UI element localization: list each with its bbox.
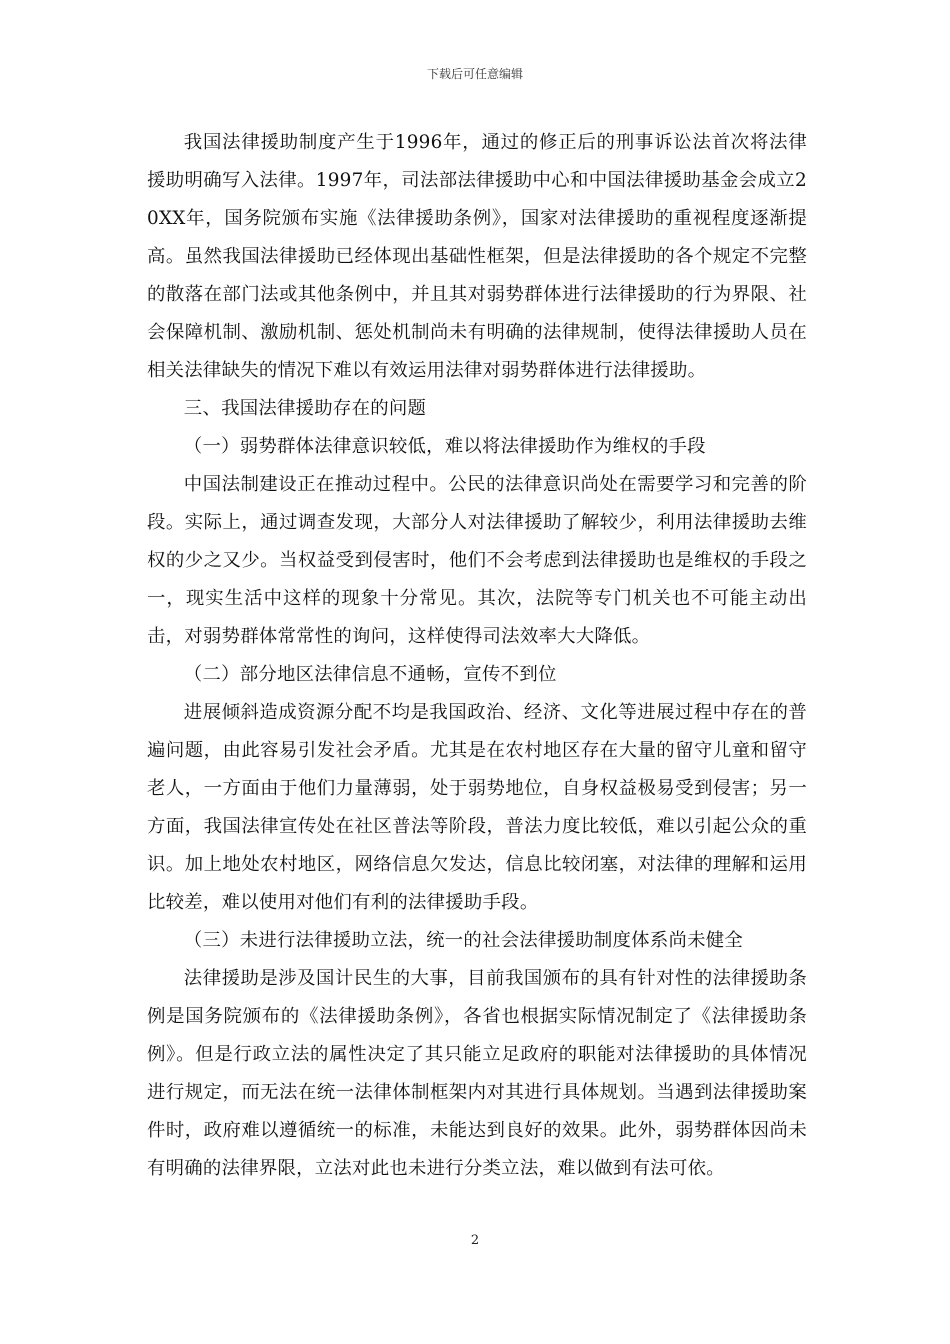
subheading-legislation: （三）未进行法律援助立法，统一的社会法律援助制度体系尚未健全 <box>183 930 744 951</box>
page-number: 2 <box>470 1233 480 1248</box>
paragraph-history: 我国法律援助制度产生于1996年，通过的修正后的刑事诉讼法首次将法律援助明确写入法律。1997年，司法部法律援助中心和中国法律援助基金会成立20XX年，国务院颁布实施《法律援助条例》，国家对法律援助的重视程度逐渐提高。虽然我国法律援助已经体现出基础性框架，但是法律援助的各个规定不完整的散落在部门法或其他条例中，并且其对弱势群体进行法律援助的行为界限、社会保障机制、激励机制、惩处机制尚未有明确的法律规制，使得法律援助人员在相关法律缺失的情况下难以有效运用法律对弱势群体进行法律援助。 <box>147 132 807 381</box>
paragraph-legislation: 法律援助是涉及国计民生的大事，目前我国颁布的具有针对性的法律援助条例是国务院颁布的《法律援助条例》，各省也根据实际情况制定了《法律援助条例》。但是行政立法的属性决定了其只能立足政府的职能对法律援助的具体情况进行规定，而无法在统一法律体制框架内对其进行具体规划。当遇到法律援助案件时，政府难以遵循统一的标准，未能达到良好的效果。此外，弱势群体因尚未有明确的法律界限，立法对此也未进行分类立法，难以做到有法可依。 <box>147 968 807 1179</box>
page-header: 下载后可任意编辑 <box>426 67 523 81</box>
section-heading-problems: 三、我国法律援助存在的问题 <box>183 398 427 419</box>
body-text <box>147 124 807 1188</box>
subheading-legal-awareness: （一）弱势群体法律意识较低，难以将法律援助作为维权的手段 <box>183 436 706 457</box>
paragraph-legal-awareness: 中国法制建设正在推动过程中。公民的法律意识尚处在需要学习和完善的阶段。实际上，通过调查发现，大部分人对法律援助了解较少，利用法律援助去维权的少之又少。当权益受到侵害时，他们不会考虑到法律援助也是维权的手段之一，现实生活中这样的现象十分常见。其次，法院等专门机关也不可能主动出击，对弱势群体常常性的询问，这样使得司法效率大大降低。 <box>147 474 807 647</box>
subheading-information-flow: （二）部分地区法律信息不通畅，宣传不到位 <box>183 664 557 685</box>
paragraph-information-flow: 进展倾斜造成资源分配不均是我国政治、经济、文化等进展过程中存在的普遍问题，由此容易引发社会矛盾。尤其是在农村地区存在大量的留守儿童和留守老人，一方面由于他们力量薄弱，处于弱势地位，自身权益极易受到侵害；另一方面，我国法律宣传处在社区普法等阶段，普法力度比较低，难以引起公众的重识。加上地处农村地区，网络信息欠发达，信息比较闭塞，对法律的理解和运用比较差，难以使用对他们有利的法律援助手段。 <box>147 702 807 913</box>
